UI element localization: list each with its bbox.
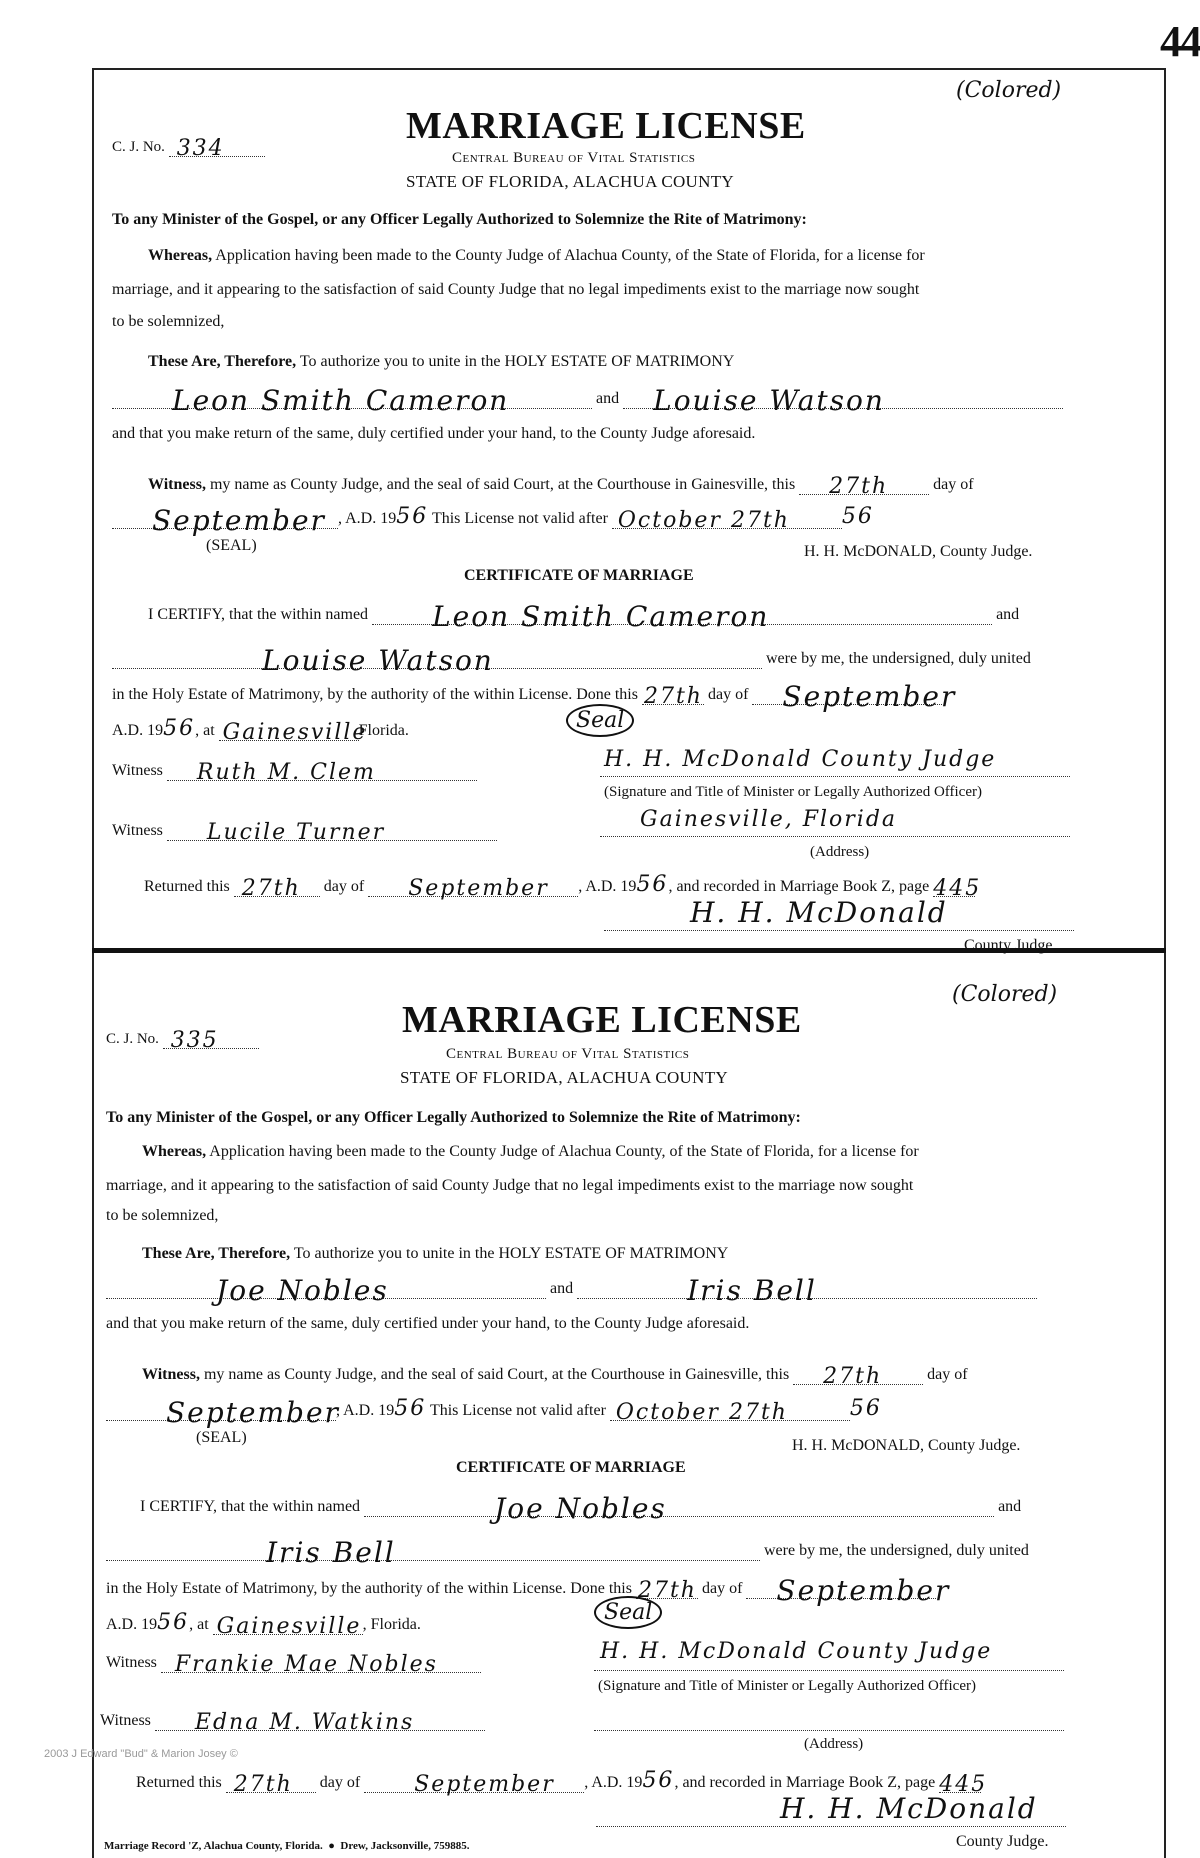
witness2-line: [100, 1702, 485, 1735]
cert-bride-line: [106, 1532, 1029, 1569]
returned-ad-prefix: , A.D. 19: [584, 1774, 643, 1791]
officiant-signature: H. H. McDonald County Judge: [604, 747, 997, 772]
certificate-title: CERTIFICATE OF MARRIAGE: [456, 1459, 686, 1476]
whereas-line-1: [148, 246, 925, 266]
footer-separator-icon: ●: [325, 1840, 338, 1852]
witness1-line: [112, 752, 477, 785]
were-by-me: were by me, the undersigned, duly united: [766, 650, 1031, 667]
these-are-line: [148, 352, 734, 372]
judge-signature-line: [596, 1826, 1066, 1827]
cj-label: C. J. No.: [112, 139, 165, 155]
officiant-signature-line: [600, 776, 1070, 777]
license-title: MARRIAGE LICENSE: [402, 999, 802, 1041]
hand-seal: Seal: [594, 1596, 662, 1629]
witness1-name: Frankie Mae Nobles: [174, 1652, 438, 1677]
license-month: September: [152, 504, 326, 537]
cert-place-line: A.D. 1956, at Gainesville , Florida.: [106, 1606, 421, 1635]
judge-printed-name: H. H. McDONALD, County Judge.: [804, 543, 1033, 560]
returned-year: 56: [636, 872, 669, 897]
page-number: 44: [1160, 17, 1200, 66]
witness-text: my name as County Judge, and the seal of said Court, at the Courthouse in Gainesville, this: [203, 1366, 790, 1383]
license-year: 56: [394, 1396, 427, 1421]
address-line: [594, 1730, 1064, 1731]
cert-place: Gainesville: [222, 720, 368, 745]
cert-ad-label: A.D. 19: [112, 722, 164, 739]
return-line: and that you make return of the same, duly certified under your hand, to the County Judge aforesaid.: [112, 425, 756, 442]
whereas-line-2: marriage, and it appearing to the satisfaction of said County Judge that no legal impediments exist to the marriage now sought: [112, 281, 920, 298]
witness1-label: Witness: [112, 762, 163, 779]
returned-day: 27th: [233, 1772, 293, 1797]
holy-estate-text: in the Holy Estate of Matrimony, by the authority of the within License. Done this: [106, 1580, 632, 1597]
county-judge-label: County Judge.: [964, 937, 1057, 954]
cert-groom-name: Joe Nobles: [494, 1492, 667, 1525]
colored-note: (Colored): [952, 982, 1058, 1007]
signature-caption: (Signature and Title of Minister or Legally Authorized Officer): [598, 1678, 976, 1694]
whereas-lead: Whereas,: [142, 1143, 207, 1160]
license-year: 56: [396, 504, 429, 529]
cert-day-of: day of: [707, 686, 749, 703]
ad-prefix: , A.D. 19: [336, 1402, 395, 1419]
cj-number-line: [106, 1020, 259, 1053]
cert-month: September: [782, 680, 957, 713]
license-day: 27th: [823, 1364, 883, 1389]
returned-day-of: day of: [319, 1774, 361, 1791]
whereas-line-1: [142, 1142, 919, 1162]
bureau-name: Central Bureau of Vital Statistics: [452, 150, 696, 166]
witness1-line: [106, 1644, 481, 1677]
address-caption: (Address): [810, 844, 870, 860]
footer-printer: Drew, Jacksonville, 759885.: [340, 1840, 470, 1852]
returned-this: Returned this: [144, 878, 230, 895]
whereas-text-1: Application having been made to the County Judge of Alachua County, of the State of Florida, for a license for: [215, 247, 925, 264]
footer-record: Marriage Record 'Z, Alachua County, Florida.: [104, 1840, 323, 1852]
holy-estate-text: in the Holy Estate of Matrimony, by the authority of the within License. Done this: [112, 686, 638, 703]
at-word: at: [197, 1616, 209, 1633]
license-month: September: [166, 1396, 340, 1429]
cert-year: 56: [157, 1610, 190, 1635]
returned-line: [136, 1764, 988, 1797]
day-of: day of: [933, 476, 974, 493]
return-line: and that you make return of the same, duly certified under your hand, to the County Judge aforesaid.: [106, 1315, 750, 1332]
cert-year: 56: [163, 716, 196, 741]
whereas-text-1: Application having been made to the County Judge of Alachua County, of the State of Florida, for a license for: [209, 1143, 919, 1160]
expiry-year: 56: [849, 1396, 882, 1421]
cert-ad-label: A.D. 19: [106, 1616, 158, 1633]
returned-month: September: [414, 1772, 555, 1797]
cert-day-of: day of: [701, 1580, 743, 1597]
judge-signature: H. H. McDonald: [780, 1792, 1038, 1825]
these-are-lead: These Are, Therefore,: [148, 353, 297, 370]
groom-name: Joe Nobles: [216, 1274, 389, 1307]
whereas-line-2: marriage, and it appearing to the satisfaction of said County Judge that no legal impediments exist to the marriage now sought: [106, 1177, 914, 1194]
returned-line: [144, 868, 982, 901]
witness-judge-line: [148, 466, 974, 499]
whereas-lead: Whereas,: [148, 247, 213, 264]
witness1-label: Witness: [106, 1654, 157, 1671]
cert-day: 27th: [643, 684, 703, 709]
address-caption: (Address): [804, 1736, 864, 1752]
were-by-me: were by me, the undersigned, duly united: [764, 1542, 1029, 1559]
officiant-signature: H. H. McDonald County Judge: [600, 1639, 993, 1664]
expiry-date: October 27th: [617, 508, 790, 533]
witness2-name: Lucile Turner: [206, 820, 386, 845]
seal-label: (SEAL): [206, 537, 257, 554]
holy-estate-line: [106, 1570, 951, 1607]
cert-florida: Florida.: [358, 722, 409, 739]
not-valid-text: This License not valid after: [431, 510, 608, 527]
certify-line: [140, 1488, 1022, 1525]
expiry-date: October 27th: [615, 1400, 788, 1425]
signature-caption: (Signature and Title of Minister or Legally Authorized Officer): [604, 784, 982, 800]
witness1-name: Ruth M. Clem: [196, 760, 376, 785]
cj-label: C. J. No.: [106, 1031, 159, 1047]
witness2-label: Witness: [112, 822, 163, 839]
cert-place: Gainesville: [216, 1614, 362, 1639]
witness2-label: Witness: [100, 1712, 151, 1729]
cert-florida: , Florida.: [362, 1616, 421, 1633]
cert-day: 27th: [637, 1578, 697, 1603]
day-of: day of: [927, 1366, 968, 1383]
ad-prefix: , A.D. 19: [338, 510, 397, 527]
these-are-lead: These Are, Therefore,: [142, 1245, 291, 1262]
whereas-line-3: to be solemnized,: [112, 313, 225, 330]
addressee: To any Minister of the Gospel, or any Officer Legally Authorized to Solemnize the Rite of Matrimony:: [106, 1109, 801, 1126]
officiant-signature-line: [594, 1670, 1064, 1671]
and-word: and: [596, 390, 620, 407]
book-page: 445: [933, 876, 982, 901]
colored-note: (Colored): [956, 78, 1062, 103]
footer-line: [104, 1836, 469, 1856]
groom-name: Leon Smith Cameron: [172, 384, 510, 417]
certify-text: I CERTIFY, that the within named: [140, 1498, 361, 1515]
cj-number: 334: [176, 136, 225, 161]
copyright-watermark: 2003 J Edward "Bud" & Marion Josey ©: [44, 1748, 238, 1760]
license-date-line: [112, 500, 874, 537]
bureau-name: Central Bureau of Vital Statistics: [446, 1046, 690, 1062]
cj-number: 335: [170, 1028, 219, 1053]
judge-printed-name: H. H. McDONALD, County Judge.: [792, 1437, 1021, 1454]
returned-year: 56: [642, 1768, 675, 1793]
recorded-text: , and recorded in Marriage Book Z, page: [668, 878, 930, 895]
certify-text: I CERTIFY, that the within named: [148, 606, 369, 623]
address-line: [600, 836, 1070, 837]
license-day: 27th: [829, 474, 889, 499]
not-valid-text: This License not valid after: [429, 1402, 606, 1419]
cert-month: September: [776, 1574, 951, 1607]
judge-signature: H. H. McDonald: [690, 896, 948, 929]
officiant-address: Gainesville, Florida: [640, 807, 898, 832]
these-are-text: To authorize you to unite in the HOLY ESTATE OF MATRIMONY: [293, 1245, 729, 1262]
judge-signature-line: [604, 930, 1074, 931]
witness-lead: Witness,: [148, 476, 206, 493]
state-county: STATE OF FLORIDA, ALACHUA COUNTY: [400, 1068, 728, 1087]
returned-ad-prefix: , A.D. 19: [578, 878, 637, 895]
holy-estate-line: [112, 676, 957, 713]
addressee: To any Minister of the Gospel, or any Officer Legally Authorized to Solemnize the Rite of Matrimony:: [112, 211, 807, 228]
cert-bride-line: [112, 640, 1031, 677]
at-word: at: [203, 722, 215, 739]
county-judge-label: County Judge.: [956, 1833, 1049, 1850]
witness-judge-line: [142, 1356, 968, 1389]
witness2-line: [112, 812, 497, 845]
witness-lead: Witness,: [142, 1366, 200, 1383]
couple-line: [112, 380, 1063, 417]
cert-and-word: and: [996, 606, 1020, 623]
cert-bride-name: Iris Bell: [266, 1536, 396, 1569]
license-date-line: [106, 1392, 882, 1429]
couple-line: [106, 1270, 1037, 1307]
returned-month: September: [408, 876, 549, 901]
expiry-year: 56: [841, 504, 874, 529]
seal-label: (SEAL): [196, 1429, 247, 1446]
and-word: and: [550, 1280, 574, 1297]
these-are-text: To authorize you to unite in the HOLY ESTATE OF MATRIMONY: [299, 353, 735, 370]
license-title: MARRIAGE LICENSE: [406, 105, 806, 147]
cert-place-line: A.D. 1956, at Gainesville Florida.: [112, 712, 409, 741]
these-are-line: [142, 1244, 728, 1264]
recorded-text: , and recorded in Marriage Book Z, page: [674, 1774, 936, 1791]
certify-line: [148, 596, 1020, 633]
cert-and-word: and: [998, 1498, 1022, 1515]
witness-text: my name as County Judge, and the seal of said Court, at the Courthouse in Gainesville, this: [209, 476, 796, 493]
returned-day: 27th: [241, 876, 301, 901]
cj-number-line: [112, 128, 265, 161]
returned-day-of: day of: [323, 878, 365, 895]
cert-groom-name: Leon Smith Cameron: [432, 600, 770, 633]
witness2-name: Edna M. Watkins: [194, 1710, 415, 1735]
cert-bride-name: Louise Watson: [262, 644, 494, 677]
returned-this: Returned this: [136, 1774, 222, 1791]
book-page: 445: [939, 1772, 988, 1797]
hand-seal: Seal: [566, 704, 634, 737]
state-county: STATE OF FLORIDA, ALACHUA COUNTY: [406, 172, 734, 191]
bride-name: Iris Bell: [687, 1274, 817, 1307]
bride-name: Louise Watson: [653, 384, 885, 417]
certificate-title: CERTIFICATE OF MARRIAGE: [464, 567, 694, 584]
whereas-line-3: to be solemnized,: [106, 1207, 219, 1224]
